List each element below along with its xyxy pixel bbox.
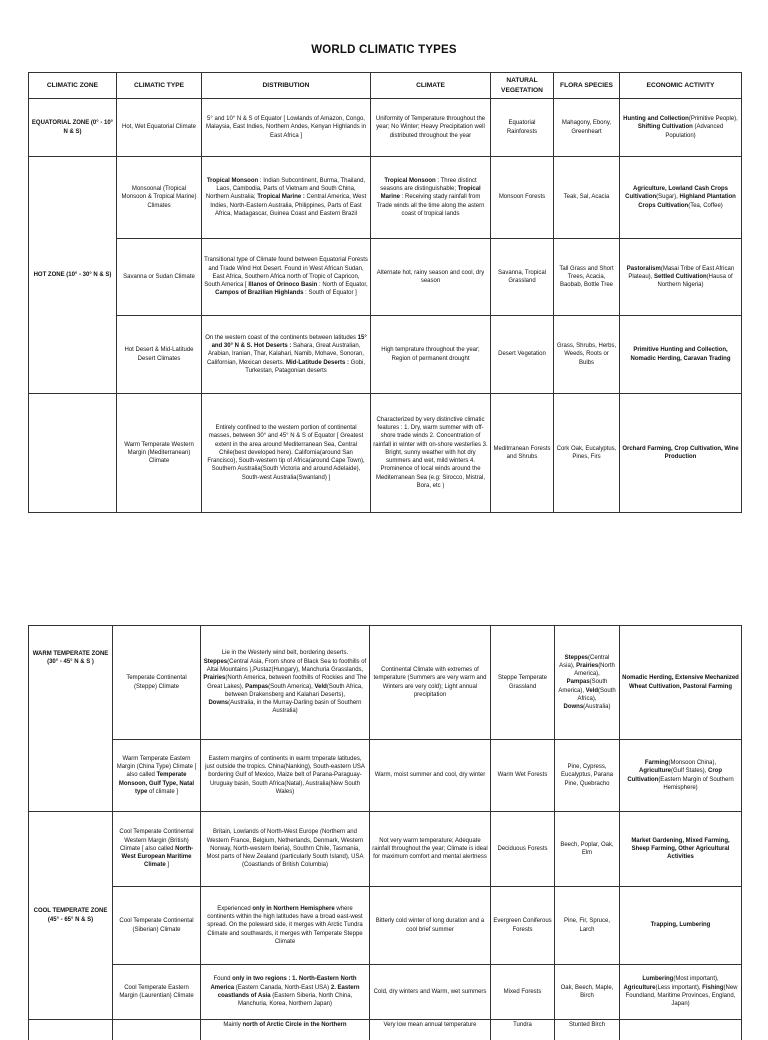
flora-cell: Oak, Beech, Maple, Birch: [555, 965, 620, 1020]
flora-cell: Steppes(Central Asia), Prairies(North America), Pampas(South America), Veld(South Africa), Downs(Australia): [555, 626, 620, 740]
climate-cell: Very low mean annual temperature: [370, 1020, 491, 1040]
economic-activity-cell: Hunting and Collection(Primitive People), Shifting Cultivation (Advanced Population): [620, 99, 742, 157]
distribution-cell: Entirely confined to the western portion of continental masses, between 30° and 45° N & S of Equator [ Greatest extent in the area around Mediterranean Sea, Central Chile(best developed here). California(around San Francisco), South-western tip of Africa(around Cape Town), Southern Australia(South Victoria and around Adelaide), South-west Australia(Swanland) ]: [202, 394, 371, 513]
vegetation-cell: Tundra: [491, 1020, 555, 1040]
climatic-type-cell-empty: [113, 1020, 201, 1040]
climatic-type-cell: Warm Temperate Eastern Margin (China Type) Climate [ also called Temperate Monsoon, Gulf Type, Natal type of climate ]: [113, 740, 201, 812]
table-row: [29, 626, 742, 740]
climatic-type-cell: Savanna or Sudan Climate: [117, 239, 202, 316]
economic-activity-cell: Orchard Farming, Crop Cultivation, Wine Production: [620, 394, 742, 513]
zone-cell: HOT ZONE (10° - 30° N & S): [29, 157, 117, 394]
table-row: [29, 394, 742, 513]
header-climatic-type: CLIMATIC TYPE: [117, 73, 202, 99]
climate-cell: Tropical Monsoon : Three distinct seasons are distinguishable; Tropical Marine : Receiving stady rainfall from Trade winds all the time along the astern coast of tropical lands: [371, 157, 491, 239]
header-climate: CLIMATE: [371, 73, 491, 99]
flora-cell: Beech, Poplar, Oak, Elm: [555, 812, 620, 887]
flora-cell: Stunted Birch: [555, 1020, 620, 1040]
zone-cell: EQUATORIAL ZONE (0° - 10° N & S): [29, 99, 117, 157]
distribution-cell: Eastern margins of continents in warm tmperate latitudes, just outside the tropics. China(Nanking), South-eastern USA bordering Gulf of Mexico, Maize belt of Parana-Paraguay-Uruguay basin, South Africa(Natal), Australia(New South Wales): [201, 740, 370, 812]
flora-cell: Pine, Fir, Spruce, Larch: [555, 887, 620, 965]
table-row: [29, 239, 742, 316]
header-economic-activity: ECONOMIC ACTIVITY: [620, 73, 742, 99]
distribution-cell: Mainly north of Arctic Circle in the Northern: [201, 1020, 370, 1040]
climatic-type-cell: Hot Desert & Mid-Latitude Desert Climates: [117, 316, 202, 394]
climatic-type-cell: Temperate Continental (Steppe) Climate: [113, 626, 201, 740]
zone-cell: WARM TEMPERATE ZONE (30° - 45° N & S ): [29, 626, 113, 812]
climate-cell: Alternate hot, rainy season and cool, dry season: [371, 239, 491, 316]
distribution-cell: Tropical Monsoon : Indian Subcontinent, Burma, Thailand, Laos, Cambodia, Parts of Vietnam and South China, Northern Australia; Tropical Marine : Central America, West Indies, North-Eastern Australia, Philippines, Parts of East Africa, Madagascar, Guinea Coast and Eastern Brazil: [202, 157, 371, 239]
climate-cell: Characterized by very distinctive climatic features : 1. Dry, warm summer with off-shore trade winds 2. Concentration of rainfall in winter with on-shore westerlies 3. Bright, sunny weather with hot dry summers and wet, mild winters 4. Prominence of local winds around the Mediterranean Sea (e.g: Sirocco, Mistral, Bora, etc ): [371, 394, 491, 513]
climate-cell: Uniformity of Temperature throughout the year; No Winter; Heavy Precipitation well distributed throughout the year: [371, 99, 491, 157]
economic-activity-cell: Market Gardening, Mixed Farming, Sheep Farming, Other Agricultural Activities: [620, 812, 742, 887]
distribution-cell: Transitional type of Climate found between Equatorial Forests and Trade Wind Hot Desert. Found in West African Sudan, East Africa, Southern Africa north of Tropic of Capricon, South America [ Illanos of Orinoco Basin : North of Equator, Campos of Brazilian Highlands : South of Equator ]: [202, 239, 371, 316]
distribution-cell: On the western coast of the continents between latitudes 15° and 30° N & S. Hot Deserts : Sahara, Great Australian, Arabian, Iranian, Thar, Kalahari, Namib, Mohave, Sonoran, Californian, Mexican deserts. Mid-Latitude Deserts : Gobi, Turkestan, Patagonian deserts: [202, 316, 371, 394]
climatic-type-cell: Monsoonal (Tropical Monsoon & Tropical Marine) Climates: [117, 157, 202, 239]
distribution-cell: Britain, Lowlands of North-West Europe (Northern and Western France, Belgium, Netherlands, Denmark, Western Norway, North-western Iberia), Southrn Chile, Tasmania, Most parts of New Zealand (particularly South Island), USA (Coastlands of British Columbia): [201, 812, 370, 887]
header-climatic-zone: CLIMATIC ZONE: [29, 73, 117, 99]
zone-cell-empty: [29, 394, 117, 513]
vegetation-cell: Equatorial Rainforests: [491, 99, 554, 157]
climate-cell: Warm, moist summer and cool, dry winter: [370, 740, 491, 812]
climate-cell: Continental Climate with extremes of temperature (Summers are very warm and Winters are very cold); Light annual precipitation: [370, 626, 491, 740]
distribution-cell: Found only in two regions : 1. North-Eastern North America (Eastern Canada, North-East USA) 2. Eastern coastlands of Asia (Eastern Siberia, North China, Manchuria, Korea, Northern Japan): [201, 965, 370, 1020]
table-row: [29, 812, 742, 887]
header-row: [29, 73, 742, 99]
economic-activity-cell: Trapping, Lumbering: [620, 887, 742, 965]
table-row: [29, 1020, 742, 1040]
flora-cell: Pine, Cypress, Eucalyptus, Parana Pine, Quebracho: [555, 740, 620, 812]
flora-cell: Cork Oak, Eucalyptus, Pines, Firs: [554, 394, 620, 513]
table-row: [29, 157, 742, 239]
table-row: [29, 740, 742, 812]
climatic-type-cell: Hot, Wet Equatorial Climate: [117, 99, 202, 157]
climatic-type-cell: Cool Temperate Eastern Margin (Laurentian) Climate: [113, 965, 201, 1020]
climate-cell: Bitterly cold winter of long duration and a cool brief summer: [370, 887, 491, 965]
economic-activity-cell: Primitive Hunting and Collection, Nomadic Herding, Caravan Trading: [620, 316, 742, 394]
flora-cell: Mahagony, Ebony, Greenheart: [554, 99, 620, 157]
economic-activity-cell-empty: [620, 1020, 742, 1040]
distribution-cell: Lie in the Westerly wind belt, bordering deserts. Steppes(Central Asia, From shore of Black Sea to foothills of Altai Mountains ),Pustaz(Hungary), Manchuria Grasslands, Prairies(North America, between foothills of Rockies and The Great Lakes), Pampas(South America), Veld(South Africa, between Drakensberg and Kalahari Deserts), Downs(Australia, in the Murray-Darling basin of Southern Australia): [201, 626, 370, 740]
climate-table-page-1: [28, 72, 742, 513]
flora-cell: Teak, Sal, Acacia: [554, 157, 620, 239]
climate-cell: High temprature throughout the year; Region of permanent drought: [371, 316, 491, 394]
table-row: [29, 965, 742, 1020]
header-natural-vegetation: NATURAL VEGETATION: [491, 73, 554, 99]
climate-table-page-2: [28, 625, 742, 1040]
table-row: [29, 887, 742, 965]
vegetation-cell: Mixed Forests: [491, 965, 555, 1020]
economic-activity-cell: Farming(Monsoon China), Agriculture(Gulf States), Crop Cultivation(Eastern Margin of Southern Hemisphere): [620, 740, 742, 812]
vegetation-cell: Warm Wet Forests: [491, 740, 555, 812]
climatic-type-cell: Cool Temperate Continental Western Margin (British) Climate [ also called North-West European Maritime Climate ]: [113, 812, 201, 887]
vegetation-cell: Evergreen Coniferous Forests: [491, 887, 555, 965]
vegetation-cell: Deciduous Forests: [491, 812, 555, 887]
climatic-type-cell: Warm Temperate Western Margin (Mediterranean) Climate: [117, 394, 202, 513]
climatic-type-cell: Cool Temperate Continental (Siberian) Climate: [113, 887, 201, 965]
flora-cell: Grass, Shrubs, Herbs, Weeds, Roots or Bulbs: [554, 316, 620, 394]
economic-activity-cell: Agriculture, Lowland Cash Crops Cultivation(Sugar), Highland Plantation Crops Cultivation(Tea, Coffee): [620, 157, 742, 239]
vegetation-cell: Meditrranean Forests and Shrubs: [491, 394, 554, 513]
header-distribution: DISTRIBUTION: [202, 73, 371, 99]
header-flora-species: FLORA SPECIES: [554, 73, 620, 99]
economic-activity-cell: Lumbering(Most important), Agriculture(Less important), Fishing(New Foundland, Maritime Provinces, England, Japan): [620, 965, 742, 1020]
economic-activity-cell: Pastoralism(Masai Tribe of East African Plateau), Settled Cultivation(Hausa of Northern Nigeria): [620, 239, 742, 316]
flora-cell: Tall Grass and Short Trees, Acacia, Baobab, Bottle Tree: [554, 239, 620, 316]
climate-cell: Not very warm temperature; Adequate rainfall throughout the year; Climate is ideal for maximum comfort and mental alertness: [370, 812, 491, 887]
vegetation-cell: Desert Vegetation: [491, 316, 554, 394]
zone-cell-empty: [29, 1020, 113, 1040]
vegetation-cell: Monsoon Forests: [491, 157, 554, 239]
economic-activity-cell: Nomadic Herding, Extensive Mechanized Wheat Cultivation, Pastoral Farming: [620, 626, 742, 740]
climate-cell: Cold, dry winters and Warm, wet summers: [370, 965, 491, 1020]
table-row: [29, 316, 742, 394]
table-row: [29, 99, 742, 157]
vegetation-cell: Savanna, Tropical Grassland: [491, 239, 554, 316]
vegetation-cell: Steppe Temperate Grassland: [491, 626, 555, 740]
document-title: WORLD CLIMATIC TYPES: [311, 44, 457, 56]
distribution-cell: 5° and 10° N & S of Equator [ Lowlands of Amazon, Congo, Malaysia, East Indies, Northern Andes, Kenyan Highlands in East Africa ]: [202, 99, 371, 157]
zone-cell: COOL TEMPERATE ZONE (45° - 65° N & S): [29, 812, 113, 1020]
distribution-cell: Experienced only in Northern Hemisphere where continents within the high latitudes have a broad east-west spread. On the poleward side, it merges with Arctic Tundra Climate and southwards, it merges with Temperate Steppe Climate: [201, 887, 370, 965]
